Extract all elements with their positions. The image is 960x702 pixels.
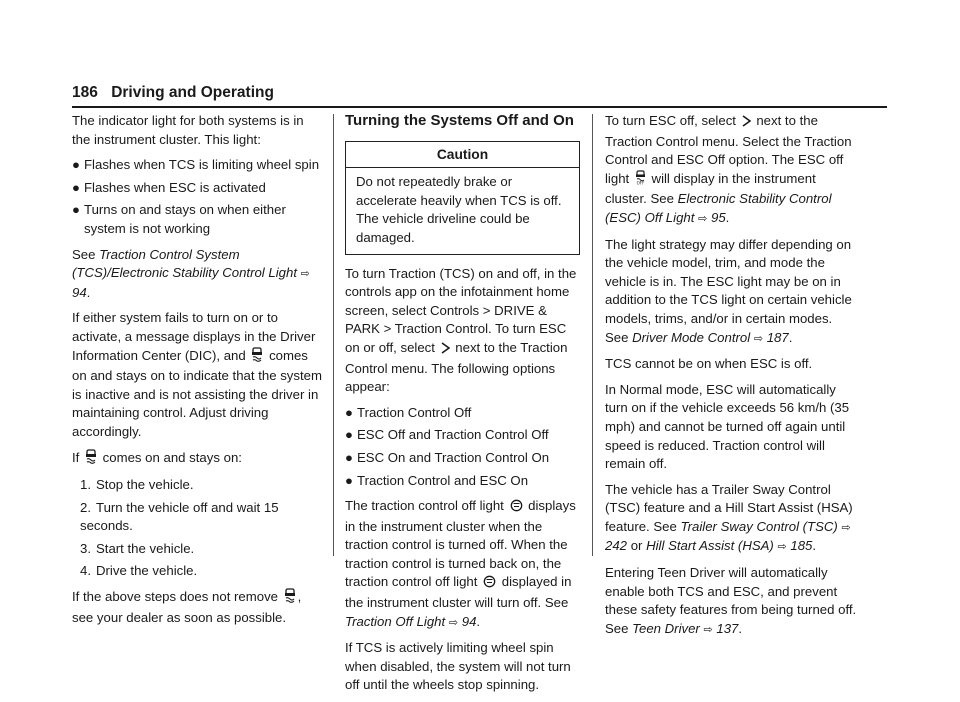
list-item: ● ESC On and Traction Control On	[345, 449, 580, 468]
esc-warning-icon	[85, 449, 97, 470]
esc-off-icon	[635, 170, 646, 191]
steps-list	[72, 476, 322, 581]
caution-title: Caution	[346, 142, 579, 169]
esc-warning-icon	[284, 588, 296, 609]
active-paragraph: If TCS is actively limiting wheel spin when disabled, the system will not turn off until the wheels stop spinning.	[345, 640, 571, 693]
options-list	[345, 404, 580, 490]
chevron-right-icon	[441, 341, 450, 360]
bullet-icon: ●	[72, 157, 80, 173]
teen-driver-link[interactable]: Teen Driver ⇨ 137	[632, 620, 739, 636]
turn-paragraph: To turn Traction (TCS) on and off, in the controls app on the infotainment home screen, select Controls > DRIVE & PARK > Traction Control. To turn ESC on or off, select next to the Traction Control menu. The following options appear:	[345, 265, 577, 395]
indicator-bullet-list	[72, 156, 322, 238]
column-1	[72, 112, 322, 634]
list-item-text: Flashes when TCS is limiting wheel spin	[84, 157, 320, 173]
bullet-icon: ●	[345, 472, 353, 488]
list-item: 4. Drive the vehicle.	[80, 563, 198, 579]
strategy-paragraph: The light strategy may differ depending on the vehicle model, trim, and mode the vehicle is in. The ESC light may be on in addition to the TCS light on certain vehicle models, trims, and/or in certain modes. See Driver Mode Control ⇨ 187.	[605, 236, 852, 345]
esc-warning-icon	[251, 347, 263, 368]
bullet-icon: ●	[345, 449, 353, 465]
caution-text: Do not repeatedly brake or accelerate heavily when TCS is off. The vehicle driveline could be damaged.	[356, 174, 562, 245]
section-title: Driving and Operating	[111, 84, 274, 101]
see-paragraph: See Traction Control System (TCS)/Electronic Stability Control Light ⇨ 94.	[72, 246, 310, 300]
bullet-icon: ●	[72, 202, 80, 218]
tsc-paragraph: The vehicle has a Trailer Sway Control (TSC) feature and a Hill Start Assist (HSA) feature. See Trailer Sway Control (TSC) ⇨ 242 or Hill Start Assist (HSA) ⇨ 185.	[605, 481, 853, 554]
column-2	[345, 112, 580, 702]
driver-mode-control-link[interactable]: Driver Mode Control ⇨ 187	[632, 329, 789, 345]
esc-off-light-link[interactable]: Electronic Stability Control (ESC) Off Light ⇨ 95	[605, 191, 832, 225]
list-item	[72, 201, 322, 238]
list-item-text: Turns on and stays on when either system is not working	[84, 202, 286, 236]
chevron-right-icon	[742, 114, 751, 133]
list-item: 2. Turn the vehicle off and wait 15 seconds.	[80, 499, 279, 534]
page-number: 186	[72, 84, 98, 101]
traction-off-icon	[510, 499, 523, 518]
normal-mode-paragraph: In Normal mode, ESC will automatically turn on if the vehicle exceeds 56 km/h (35 mph) and cannot be turned off again until speed is reduced. Traction control will remain off.	[605, 381, 850, 472]
section-heading: Turning the Systems Off and On	[345, 112, 574, 129]
column-divider	[592, 114, 593, 556]
list-item: ● Traction Control and ESC On	[345, 472, 580, 491]
fail-paragraph: If either system fails to turn on or to activate, a message displays in the Driver Information Center (DIC), and comes on and stays on to indicate that the system is inactive and is not assisting the driver in maintaining control. Adjust driving accordingly.	[72, 310, 322, 439]
intro-paragraph: The indicator light for both systems is in the instrument cluster. This light:	[72, 113, 304, 147]
see-label: See	[72, 246, 96, 262]
trailer-sway-control-link[interactable]: Trailer Sway Control (TSC) ⇨ 242	[605, 518, 851, 554]
off-light-paragraph: The traction control off light displays in the instrument cluster when the traction control is turned off. When the traction control is turned back on, the traction control off light displayed in the instrument cluster will turn off. See Traction Off Light ⇨ 94.	[345, 498, 576, 629]
traction-off-light-link[interactable]: Traction Off Light ⇨ 94	[345, 613, 477, 629]
bullet-icon: ●	[345, 427, 353, 443]
tcs-esc-light-link[interactable]: Traction Control System (TCS)/Electronic Stability Control Light ⇨ 94	[72, 246, 310, 300]
header-rule	[72, 106, 887, 108]
page-header	[72, 84, 274, 102]
caution-box	[345, 141, 580, 255]
list-item	[72, 156, 322, 175]
svg-text:OFF: OFF	[636, 180, 645, 185]
esc-off-paragraph: To turn ESC off, select next to the Traction Control menu. Select the Traction Control and ESC Off option. The ESC off light OFF will display in the instrument cluster. See Electronic Stability Control (ESC) Off Light ⇨ 95.	[605, 113, 852, 225]
list-item-text: Flashes when ESC is activated	[84, 179, 266, 195]
teen-driver-paragraph: Entering Teen Driver will automatically enable both TCS and ESC, and prevent these safety features from being turned off. See Teen Driver ⇨ 137.	[605, 565, 857, 636]
list-item: 3. Start the vehicle.	[80, 540, 195, 556]
list-item	[72, 179, 322, 198]
tcs-paragraph: TCS cannot be on when ESC is off.	[605, 356, 813, 372]
hill-start-assist-link[interactable]: Hill Start Assist (HSA) ⇨ 185	[646, 538, 813, 554]
dealer-paragraph: If the above steps does not remove , see your dealer as soon as possible.	[72, 589, 302, 625]
if-paragraph: If comes on and stays on:	[72, 449, 322, 470]
column-divider	[333, 114, 334, 556]
bullet-icon: ●	[345, 404, 353, 420]
bullet-icon: ●	[72, 179, 80, 195]
list-item: ● Traction Control Off	[345, 404, 580, 423]
column-3	[605, 112, 857, 646]
list-item: ● ESC Off and Traction Control Off	[345, 426, 580, 445]
list-item: 1. Stop the vehicle.	[80, 477, 194, 493]
traction-off-icon	[483, 575, 496, 594]
